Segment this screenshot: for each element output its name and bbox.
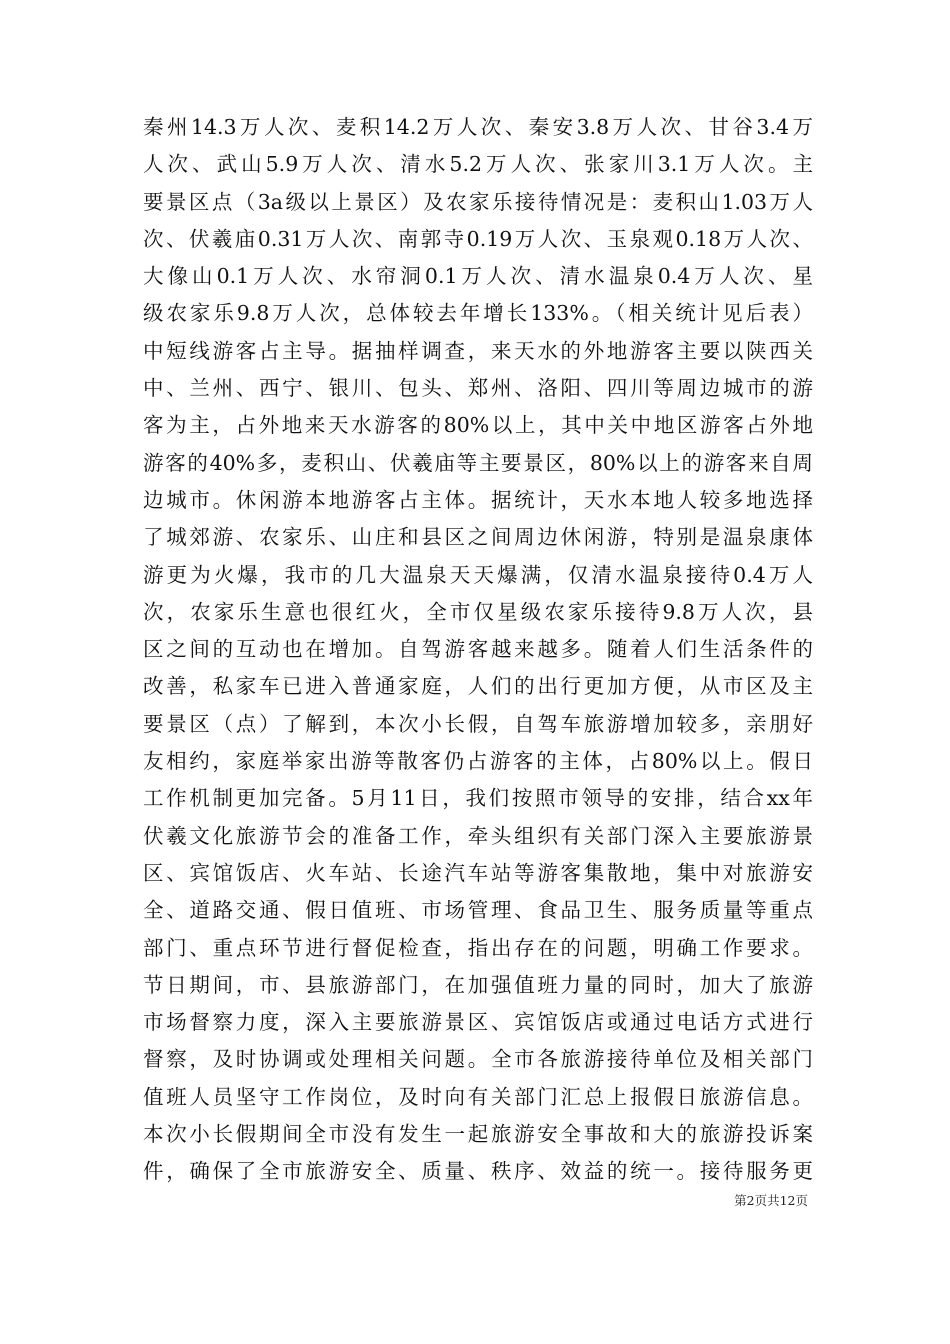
text-line: 市场督察力度，深入主要旅游景区、宾馆饭店或通过电话方式进行 [143,1010,813,1035]
text-line: 客为主，占外地来天水游客的80%以上，其中关中地区游客占外地 [143,413,813,438]
text-line: 工作机制更加完备。5月11日，我们按照市领导的安排，结合xx年 [143,786,813,811]
text-line: 节日期间，市、县旅游部门，在加强值班力量的同时，加大了旅游 [143,972,813,997]
text-line: 本次小长假期间全市没有发生一起旅游安全事故和大的旅游投诉案 [143,1122,813,1147]
text-line: 件，确保了全市旅游安全、质量、秩序、效益的统一。接待服务更 [143,1159,813,1184]
text-line: 全、道路交通、假日值班、市场管理、食品卫生、服务质量等重点 [143,898,813,923]
text-line: 中短线游客占主导。据抽样调查，来天水的外地游客主要以陕西关 [143,338,813,363]
text-line: 大像山0.1万人次、水帘洞0.1万人次、清水温泉0.4万人次、星 [143,264,813,289]
text-line: 次，农家乐生意也很红火，全市仅星级农家乐接待9.8万人次，县 [143,599,813,624]
text-line: 级农家乐9.8万人次，总体较去年增长133%。（相关统计见后表） [143,301,813,326]
text-line: 边城市。休闲游本地游客占主体。据统计，天水本地人较多地选择 [143,487,813,512]
text-line: 改善，私家车已进入普通家庭，人们的出行更加方便，从市区及主 [143,674,813,699]
body-text [143,109,813,1191]
text-line: 要景区点（3a级以上景区）及农家乐接待情况是：麦积山1.03万人 [143,189,813,214]
text-line: 游更为火爆，我市的几大温泉天天爆满，仅清水温泉接待0.4万人 [143,562,813,587]
text-line: 区之间的互动也在增加。自驾游客越来越多。随着人们生活条件的 [143,637,813,662]
page-number: 第2页共12页 [734,1193,808,1208]
text-line: 了城郊游、农家乐、山庄和县区之间周边休闲游，特别是温泉康体 [143,525,813,550]
text-line: 秦州14.3万人次、麦积14.2万人次、秦安3.8万人次、甘谷3.4万 [143,115,813,139]
text-line: 区、宾馆饭店、火车站、长途汽车站等游客集散地，集中对旅游安 [143,860,813,885]
text-line: 伏羲文化旅游节会的准备工作，牵头组织有关部门深入主要旅游景 [143,823,813,848]
text-line: 督察，及时协调或处理相关问题。全市各旅游接待单位及相关部门 [143,1047,813,1072]
text-line: 部门、重点环节进行督促检查，指出存在的问题，明确工作要求。 [143,935,813,960]
text-line: 次、伏羲庙0.31万人次、南郭寺0.19万人次、玉泉观0.18万人次、 [143,226,813,251]
text-line: 值班人员坚守工作岗位，及时向有关部门汇总上报假日旅游信息。 [143,1084,813,1109]
text-line: 人次、武山5.9万人次、清水5.2万人次、张家川3.1万人次。主 [143,152,813,177]
text-line: 中、兰州、西宁、银川、包头、郑州、洛阳、四川等周边城市的游 [143,376,813,401]
text-line: 游客的40%多，麦积山、伏羲庙等主要景区，80%以上的游客来自周 [143,450,813,475]
text-line: 友相约，家庭举家出游等散客仍占游客的主体，占80%以上。假日 [143,749,813,774]
text-line: 要景区（点）了解到，本次小长假，自驾车旅游增加较多，亲朋好 [143,711,813,736]
